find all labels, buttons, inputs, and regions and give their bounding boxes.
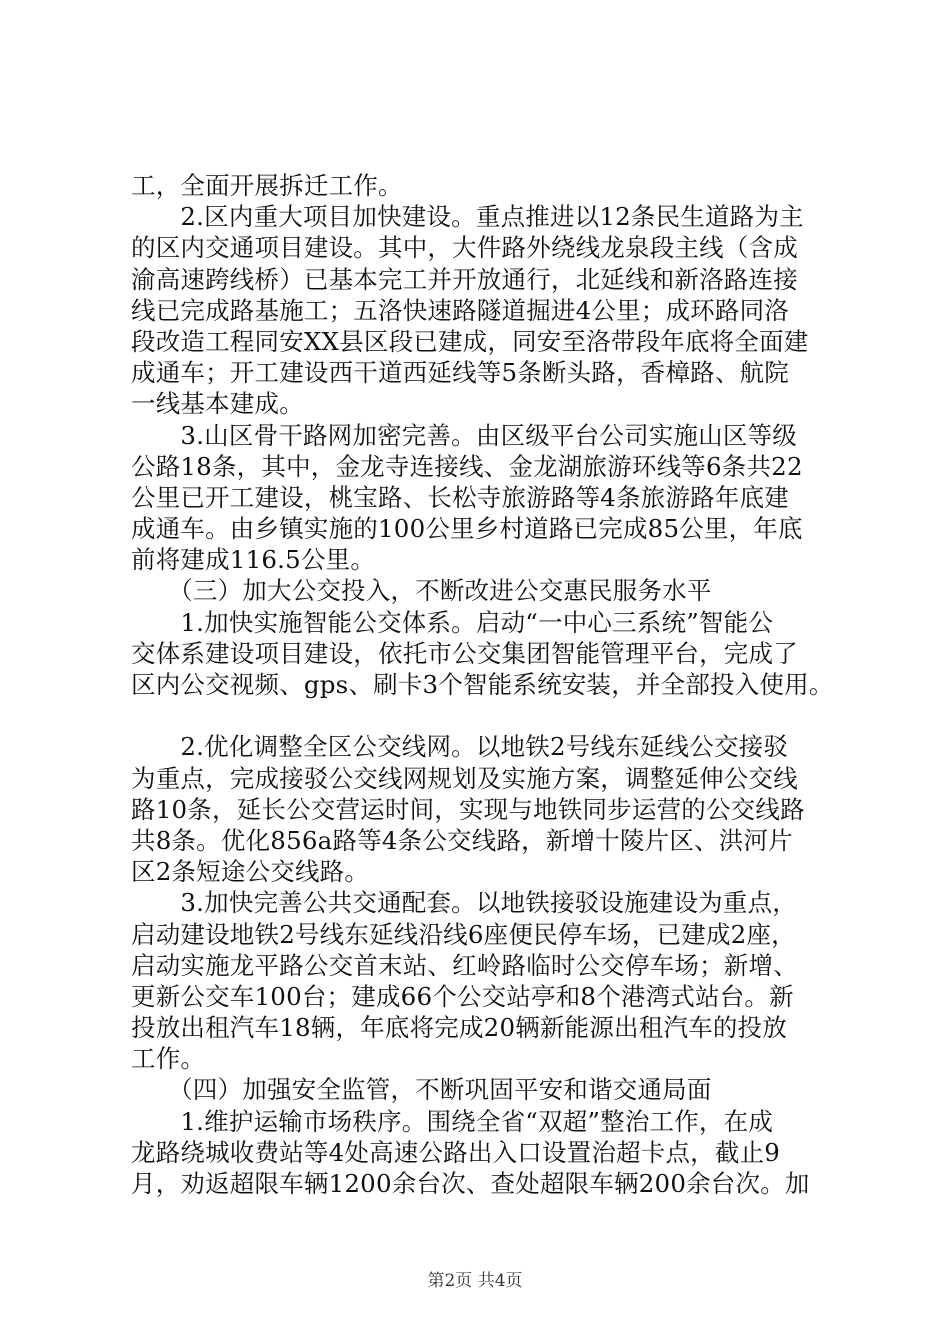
text-line: 2.区内重大项目加快建设。重点推进以12条民生道路为主 <box>131 202 804 231</box>
text-line: 公里已开工建设，桃宝路、长松寺旅游路等4条旅游路年底建 <box>131 483 789 512</box>
text-line: 月，劝返超限车辆1200余台次、查处超限车辆200余台次。加 <box>131 1169 810 1198</box>
text-line: 启动建设地铁2号线东延线沿线6座便民停车场，已建成2座， <box>131 920 796 949</box>
text-line: 渝高速跨线桥）已基本完工并开放通行，北延线和新洛路连接 <box>131 265 798 294</box>
text-line: 更新公交车100台；建成66个公交站亭和8个港湾式站台。新 <box>131 982 794 1011</box>
text-line: 为重点，完成接驳公交线网规划及实施方案，调整延伸公交线 <box>131 764 798 793</box>
text-line: 工，全面开展拆迁工作。 <box>131 171 403 200</box>
text-line: 的区内交通项目建设。其中，大件路外绕线龙泉段主线（含成 <box>131 233 798 262</box>
text-line: 工作。 <box>131 1044 206 1073</box>
text-line: 成通车；开工建设西干道西延线等5条断头路，香樟路、航院 <box>131 358 789 387</box>
section-heading: （三）加大公交投入，不断改进公交惠民服务水平 <box>131 576 712 605</box>
text-line: 3.山区骨干路网加密完善。由区级平台公司实施山区等级 <box>131 421 797 450</box>
text-line: 区2条短途公交线路。 <box>131 857 370 886</box>
text-line: 1.维护运输市场秩序。围绕全省“双超”整治工作，在成 <box>131 1107 774 1136</box>
text-line: 路10条，延长公交营运时间，实现与地铁同步运营的公交线路 <box>131 795 805 824</box>
text-line: 龙路绕城收费站等4处高速公路出入口设置治超卡点，截止9 <box>131 1138 781 1167</box>
page-footer: 第2页 共4页 <box>427 1271 523 1291</box>
text-line: 段改造工程同安XX县区段已建成，同安至洛带段年底将全面建 <box>131 327 809 356</box>
text-line: 前将建成116.5公里。 <box>131 545 376 574</box>
text-line: 1.加快实施智能公交体系。启动“一中心三系统”智能公 <box>131 608 774 637</box>
text-line: 一线基本建成。 <box>131 389 304 418</box>
text-line: 线已完成路基施工；五洛快速路隧道掘进4公里；成环路同洛 <box>131 296 789 325</box>
text-line: 启动实施龙平路公交首末站、红岭路临时公交停车场；新增、 <box>131 951 798 980</box>
text-line: 2.优化调整全区公交线网。以地铁2号线东延线公交接驳 <box>131 732 789 761</box>
text-line: 3.加快完善公共交通配套。以地铁接驳设施建设为重点， <box>131 888 797 917</box>
section-heading: （四）加强安全监管，不断巩固平安和谐交通局面 <box>131 1075 712 1104</box>
text-line: 共8条。优化856a路等4条公交线路，新增十陵片区、洪河片 <box>131 826 793 855</box>
text-line: 区内公交视频、gps、刷卡3个智能系统安装，并全部投入使用。 <box>131 670 834 699</box>
text-line: 公路18条，其中，金龙寺连接线、金龙湖旅游环线等6条共22 <box>131 452 803 481</box>
text-line: 交体系建设项目建设，依托市公交集团智能管理平台，完成了 <box>131 639 798 668</box>
text-line: 投放出租汽车18辆，年底将完成20辆新能源出租汽车的投放 <box>131 1013 787 1042</box>
text-line: 成通车。由乡镇实施的100公里乡村道路已完成85公里，年底 <box>131 514 803 543</box>
